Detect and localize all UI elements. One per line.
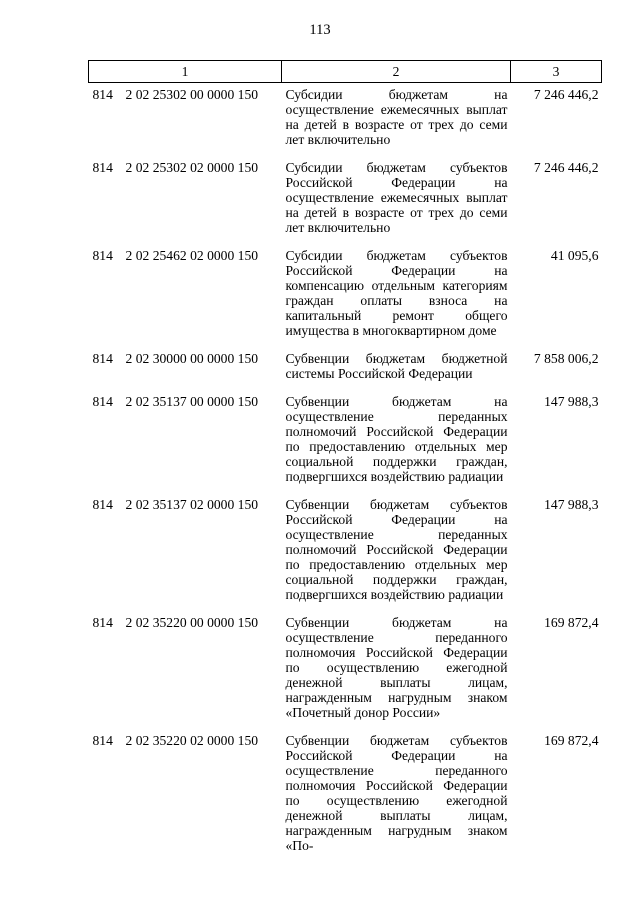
table-row: [89, 248, 602, 351]
column-header-3: 3: [511, 61, 602, 83]
admin-code: 814: [92, 733, 113, 748]
code-cell: [89, 733, 282, 866]
code-cell: [89, 248, 282, 351]
budget-classification-code: 2 02 35137 00 0000 150: [125, 394, 259, 409]
column-header-1: 1: [89, 61, 282, 83]
revenue-name: Субвенции бюджетам на осуществление переданных полномочий Российской Федерации по предоставлению отдельных мер социальной поддержки граждан, подвергшихся воздействию радиации: [285, 394, 508, 484]
amount: 147 988,3: [544, 497, 599, 512]
admin-code: 814: [92, 351, 113, 366]
code-cell: [89, 615, 282, 733]
budget-classification-code: 2 02 35220 00 0000 150: [125, 615, 259, 630]
revenue-name: Субсидии бюджетам субъектов Российской Федерации на осуществление ежемесячных выплат на детей в возрасте от трех до семи лет включительно: [285, 160, 508, 235]
code-cell: [89, 87, 282, 160]
budget-classification-code: 2 02 25462 02 0000 150: [125, 248, 259, 263]
admin-code: 814: [92, 497, 113, 512]
table-row: [89, 351, 602, 394]
table-row: [89, 615, 602, 733]
code-cell: [89, 497, 282, 615]
code-cell: [89, 394, 282, 497]
amount: 7 246 446,2: [533, 87, 599, 102]
admin-code: 814: [92, 615, 113, 630]
budget-classification-code: 2 02 35220 02 0000 150: [125, 733, 259, 748]
table-row: [89, 160, 602, 248]
table-row: [89, 87, 602, 160]
amount: 169 872,4: [544, 733, 599, 748]
code-cell: [89, 160, 282, 248]
amount: 147 988,3: [544, 394, 599, 409]
budget-classification-code: 2 02 30000 00 0000 150: [125, 351, 259, 366]
table-header-row: [89, 61, 602, 83]
table-row: [89, 497, 602, 615]
page-number: 113: [309, 22, 331, 38]
revenue-name: Субвенции бюджетам субъектов Российской Федерации на осуществление переданного полномочия Российской Федерации по осуществлению ежегодной денежной выплаты лицам, награжденным нагрудным знаком «По-: [285, 733, 508, 853]
amount: 41 095,6: [550, 248, 599, 263]
revenue-name: Субсидии бюджетам субъектов Российской Федерации на компенсацию отдельным категориям граждан оплаты взноса на капитальный ремонт общего имущества в многоквартирном доме: [285, 248, 508, 338]
admin-code: 814: [92, 248, 113, 263]
revenue-name: Субвенции бюджетам субъектов Российской Федерации на осуществление переданных полномочий Российской Федерации по предоставлению отдельных мер социальной поддержки граждан, подвергшихся воздействию радиации: [285, 497, 508, 602]
admin-code: 814: [92, 87, 113, 102]
revenue-name: Субсидии бюджетам на осуществление ежемесячных выплат на детей в возрасте от трех до семи лет включительно: [285, 87, 508, 147]
budget-classification-code: 2 02 25302 02 0000 150: [125, 160, 259, 175]
budget-classification-code: 2 02 25302 00 0000 150: [125, 87, 259, 102]
revenue-name: Субвенции бюджетам бюджетной системы Российской Федерации: [285, 351, 508, 381]
admin-code: 814: [92, 160, 113, 175]
amount: 7 246 446,2: [533, 160, 599, 175]
table-row: [89, 394, 602, 497]
revenue-name: Субвенции бюджетам на осуществление переданного полномочия Российской Федерации по осуществлению ежегодной денежной выплаты лицам, награжденным нагрудным знаком «Почетный донор России»: [285, 615, 508, 720]
amount: 7 858 006,2: [533, 351, 599, 366]
budget-classification-code: 2 02 35137 02 0000 150: [125, 497, 259, 512]
column-header-2: 2: [282, 61, 511, 83]
budget-revenue-table: [88, 60, 602, 866]
table-row: [89, 733, 602, 866]
admin-code: 814: [92, 394, 113, 409]
amount: 169 872,4: [544, 615, 599, 630]
code-cell: [89, 351, 282, 394]
